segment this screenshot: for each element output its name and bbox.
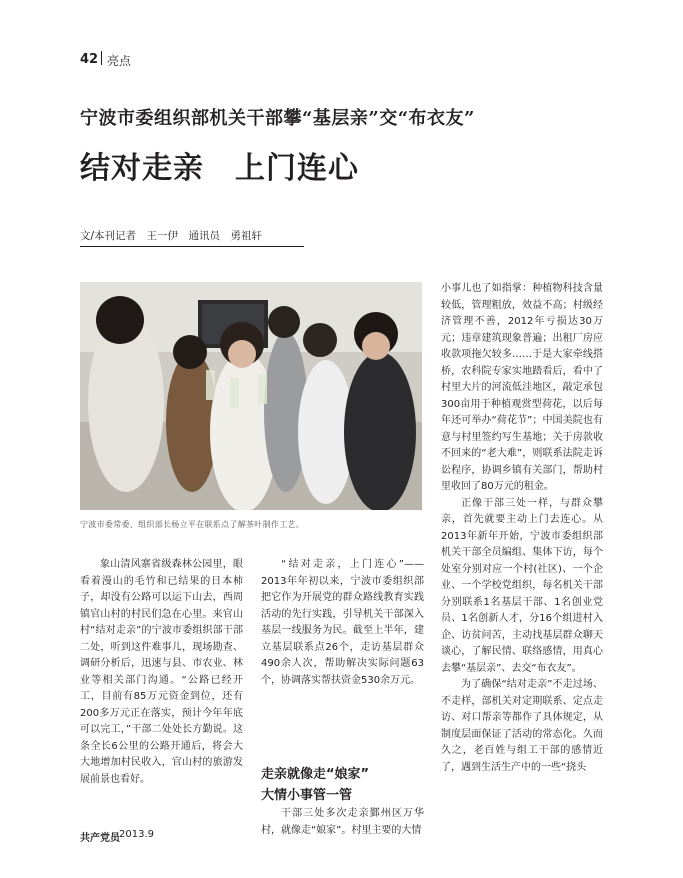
header-divider (101, 51, 102, 65)
byline-rule (80, 246, 304, 247)
section-heading-2: 大情小事管一管 (261, 788, 353, 803)
paragraph: “结对走亲，上门连心”——2013年年初以来，宁波市委组织部把它作为开展党的群众路线教育实践活动的先行实践，引导机关干部深入基层一线服务为民。截至上半年，建立基层联系点26个，走访基层群众490余人次，帮助解决实际问题63个，协调落实帮扶资金530余万元。 (261, 559, 424, 686)
paragraph: 为了确保“结对走亲”不走过场、不走样，部机关对定期联系、定点走访、对口帮亲等都作了具体规定，从制度层面保证了活动的常态化。久而久之，老百姓与组工干部的感情近了，遇到生活生产中的一些“挠头 (441, 679, 603, 773)
column-2-lower-text (261, 806, 424, 839)
section-heading-1: 走亲就像走“娘家” (261, 767, 370, 782)
paragraph: 小事儿也了如指掌：种植物科技含量较低，管理粗放，效益不高；村级经济管理不善，2012年亏损达30万元；违章建筑现象普遍；出租厂房应收款项拖欠较多……于是大家牵线搭桥，农科院专家实地踏看后，看中了村里大片的河流低洼地区，敲定承包300亩用于种植观赏型荷花，以后每年还可举办“荷花节”；中国美院也有意与村里签约写生基地；关于房款收不回来的“老大难”，则联系法院走诉讼程序，协调乡镇有关部门，帮助村里收回了80万元的租金。 (441, 283, 603, 492)
section-label: 亮点 (107, 54, 132, 68)
article-photo (80, 282, 422, 510)
paragraph: 象山清风寨省级森林公园里，眼看着漫山的毛竹和已结果的日本柿子，却没有公路可以运下山去，西周镇官山村的村民们急在心里。来官山村“结对走亲”的宁波市委组织部干部二处，听到这件难事儿，现场勘查、调研分析后，迅速与县、市农业、林业等相关部门沟通。“公路已经开工，目前有85万元资金到位，还有200多万元正在落实，预计今年年底可以完工，”干部二处处长方勤说。这条全长6公里的公路开通后，将会大大地增加村民收入，官山村的旅游发展前景也看好。 (80, 559, 243, 785)
column-1 (80, 557, 243, 788)
paragraph: 干部三处多次走亲鄞州区万华村，就像走“娘家”。村里主要的大情 (261, 808, 424, 836)
column-2 (261, 557, 424, 689)
article-subtitle: 宁波市委组织部机关干部攀“基层亲”交“布衣友” (80, 108, 475, 129)
photo-caption: 宁波市委常委、组织部长杨立平在联系点了解茶叶制作工艺。 (80, 520, 305, 529)
page-number: 42 (80, 52, 99, 67)
paragraph: 正像干部三处一样，与群众攀亲，首先就要主动上门去连心。从2013年新年开始，宁波市委组织部机关干部全员编组、集体下访，每个处室分别对应一个村(社区)、一个企业、一个学校党组织，每名机关干部分别联系1名基层干部、1名创业党员、1名创新人才，分16个组进村入企、访贫问苦，主动找基层群众聊天谈心，了解民情、联络感情，用真心去攀“基层亲”、去交“布衣友”。 (441, 497, 603, 674)
issue-date: 2013.9 (119, 829, 154, 840)
byline: 文/本刊记者 王一伊 通讯员 勇祖轩 (80, 230, 263, 242)
column-2-lower (261, 764, 424, 839)
magazine-name: 共产党员 (80, 833, 120, 844)
article-title: 结对走亲 上门连心 (80, 151, 359, 186)
column-3 (441, 281, 603, 776)
